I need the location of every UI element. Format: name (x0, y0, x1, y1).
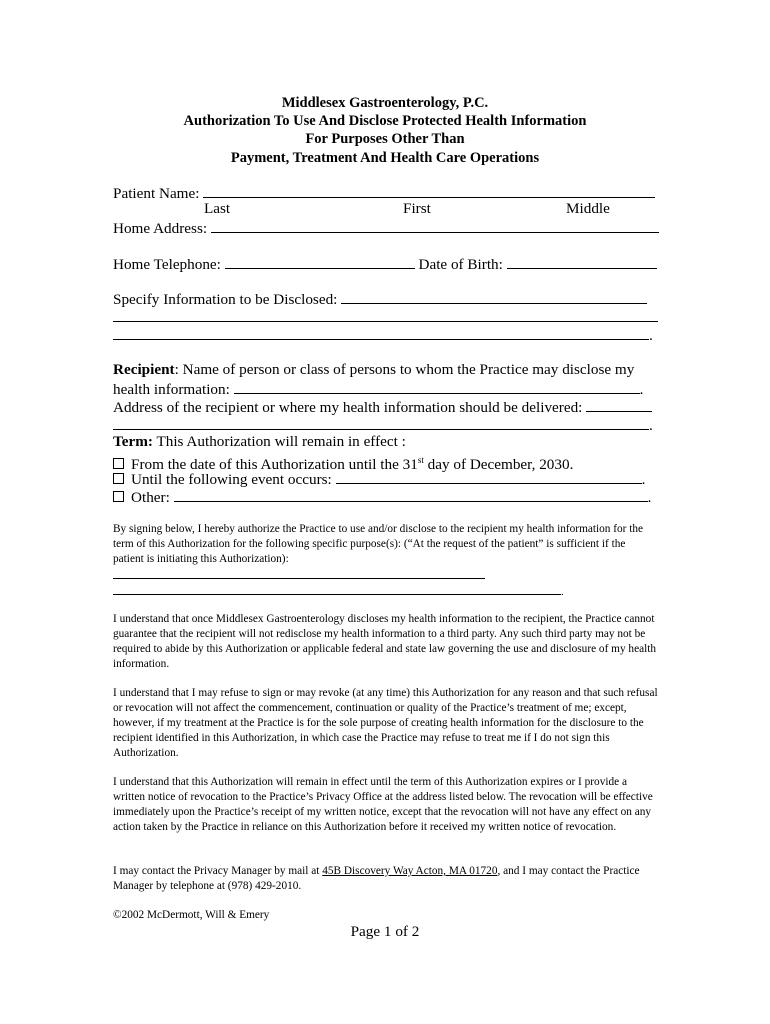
disclose-field[interactable] (341, 289, 647, 304)
purpose-line-2: . (113, 582, 564, 601)
recipient-address-field[interactable] (586, 397, 652, 412)
recipient-field[interactable] (234, 379, 640, 394)
term-option-1-checkbox[interactable] (113, 458, 124, 469)
contact-text-a: I may contact the Privacy Manager by mail at (113, 865, 323, 877)
paragraph-revocation-text: I understand that this Authorization will remain in effect until the term of this Authorization expires or I provide a written notice of revocation to the Practice’s Privacy Office at the address listed below. The revocation will be effective immediately upon the Practice’s receipt of my written notice, except that the revocation will not have any effect on any action taken by the Practice in reliance on this Authorization before it received my written notice of revocation. (113, 776, 653, 833)
recipient-row (113, 361, 634, 379)
purpose-paragraph (113, 522, 658, 567)
recipient-heading: Recipient (113, 361, 175, 378)
last-name-label: Last (204, 200, 231, 217)
form-title-line-3: Payment, Treatment And Health Care Operations (230, 149, 540, 166)
form-title: Authorization To Use And Disclose Protected Health Information (183, 113, 587, 130)
purpose-text: By signing below, I hereby authorize the Practice to use and/or disclose to the recipient my health information for the term of this Authorization for the following specific purpose(s): (“At the request of the patient” is sufficient if the patient is initiating this Authorization): (113, 523, 644, 565)
paragraph-refusal (113, 686, 658, 761)
term-option-3-text: Other: (131, 489, 170, 506)
term-option-1-sup: st (417, 455, 424, 465)
term-option-1-text: From the date of this Authorization until the 31 (131, 456, 418, 474)
disclose-row (113, 289, 647, 309)
paragraph-refusal-text: I understand that I may refuse to sign or may revoke (at any time) this Authorization for any reason and that such refusal or revocation will not affect the commencement, continuation or quality of the Practice’s treatment of me; except, however, if my treatment at the Practice is for the sole purpose of creating health information for the disclosure to the recipient identified in this Authorization, in which case the Practice may refuse to treat me if I do not sign this Authorization. (113, 687, 658, 759)
paragraph-contact-text (113, 864, 658, 894)
purpose-field-1[interactable] (113, 567, 485, 579)
home-address-field[interactable] (211, 218, 659, 233)
recipient-info-row: health information: . (113, 381, 644, 398)
patient-name-field[interactable] (203, 183, 655, 198)
home-telephone-field[interactable] (225, 254, 415, 269)
disclose-field-2[interactable] (113, 307, 658, 322)
term-option-2-checkbox[interactable] (113, 473, 124, 484)
date-of-birth-label: Date of Birth: (418, 256, 503, 273)
form-title-line-2: For Purposes Other Than (305, 131, 465, 148)
disclose-line-3: . (113, 325, 653, 345)
term-row (113, 433, 406, 451)
term-option-2: Until the following event occurs: . (113, 469, 645, 489)
paragraph-contact (113, 864, 658, 894)
first-name-label: First (403, 200, 431, 217)
contact-text-b: , and I may contact the Practice Manager by telephone at (978) 429-2010. (113, 865, 640, 892)
telephone-dob-row (113, 254, 657, 274)
term-heading: Term: (113, 433, 153, 450)
form-header (0, 94, 770, 167)
disclose-line-2 (113, 307, 658, 322)
recipient-address-field-2[interactable] (113, 415, 649, 430)
recipient-address-label: Address of the recipient or where my health information should be delivered: (113, 399, 583, 416)
home-address-label: Home Address: (113, 220, 208, 237)
term-text: This Authorization will remain in effect : (152, 433, 406, 450)
paragraph-redisclosure (113, 612, 658, 672)
purpose-field-2[interactable] (113, 583, 561, 595)
practice-name: Middlesex Gastroenterology, P.C. (281, 95, 489, 111)
recipient-address-row (113, 397, 652, 417)
home-address-row (113, 218, 659, 238)
patient-name-label: Patient Name: (113, 185, 200, 202)
term-event-field[interactable] (336, 469, 642, 484)
privacy-office-address: 45B Discovery Way Acton, MA 01720 (322, 865, 498, 877)
page-number: Page 1 of 2 (350, 923, 420, 940)
paragraph-redisclosure-text: I understand that once Middlesex Gastroenterology discloses my health information to the recipient, the Practice cannot guarantee that the recipient will not redisclose my health information to a third party. Any such third party may not be required to abide by this Authorization or applicable federal and state law governing the use and disclosure of my health information. (113, 613, 657, 670)
term-option-3-checkbox[interactable] (113, 491, 124, 502)
middle-name-label: Middle (566, 200, 610, 217)
paragraph-revocation (113, 775, 658, 835)
term-option-3: Other: . (113, 487, 651, 507)
home-telephone-label: Home Telephone: (113, 256, 221, 273)
term-option-1-text-b: day of December, 2030. (423, 456, 574, 474)
recipient-address-row-2: . (113, 415, 653, 435)
disclose-label: Specify Information to be Disclosed: (113, 291, 338, 308)
term-option-2-text: Until the following event occurs: (131, 471, 332, 488)
date-of-birth-field[interactable] (507, 254, 657, 269)
recipient-info-label: health information: (113, 381, 230, 398)
disclose-field-3[interactable] (113, 325, 649, 340)
copyright: ©2002 McDermott, Will & Emery (113, 909, 270, 921)
recipient-text: : Name of person or class of persons to whom the Practice may disclose my (174, 361, 635, 378)
term-other-field[interactable] (174, 487, 648, 502)
